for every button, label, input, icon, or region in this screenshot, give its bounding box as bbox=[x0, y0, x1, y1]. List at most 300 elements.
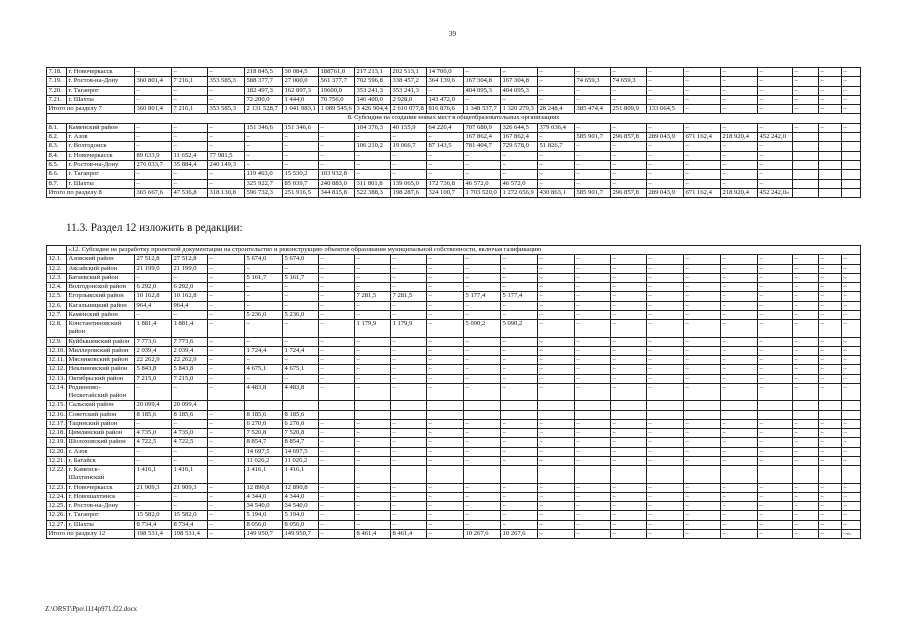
table-cell: – bbox=[647, 179, 684, 188]
table-cell bbox=[208, 401, 245, 410]
table-cell: – bbox=[538, 77, 575, 86]
table-cell: – bbox=[245, 283, 283, 292]
table-cell: 2 131 528,7 bbox=[245, 105, 283, 114]
table-cell: – bbox=[538, 301, 575, 310]
table-cell: – bbox=[208, 520, 245, 529]
row-number-cell: 12.6. bbox=[47, 301, 67, 310]
table-cell: – bbox=[842, 68, 861, 77]
table-cell: – bbox=[819, 529, 842, 538]
table-cell bbox=[647, 466, 684, 483]
table-cell: 51 826,7 bbox=[538, 142, 575, 151]
table-cell: 14 697,5 bbox=[283, 447, 319, 456]
table-cell: – bbox=[758, 365, 793, 374]
table-cell bbox=[842, 188, 861, 197]
table-cell: – bbox=[427, 447, 464, 456]
table-cell: – bbox=[647, 384, 684, 401]
table-cell: – bbox=[208, 374, 245, 383]
table-cell: 5 843,8 bbox=[172, 365, 208, 374]
row-number-cell: 12.22. bbox=[47, 466, 67, 483]
table-cell: – bbox=[464, 419, 501, 428]
table-cell: 311 801,8 bbox=[355, 179, 391, 188]
table-cell: 5 090,2 bbox=[464, 320, 501, 337]
table-cell: – bbox=[758, 292, 793, 301]
table-cell: – bbox=[684, 520, 721, 529]
table-cell: – bbox=[721, 320, 758, 337]
table-cell: – bbox=[721, 179, 758, 188]
table-cell: – bbox=[355, 301, 391, 310]
table-cell: – bbox=[355, 264, 391, 273]
table-cell: – bbox=[793, 320, 819, 337]
table-cell bbox=[793, 160, 819, 169]
table-cell: – bbox=[464, 264, 501, 273]
row-number-cell: 12.17. bbox=[48, 419, 65, 427]
table-cell bbox=[819, 466, 842, 483]
table-cell: – bbox=[283, 356, 319, 365]
table-cell: – bbox=[245, 356, 283, 365]
table-cell bbox=[842, 170, 861, 179]
table-cell: – bbox=[427, 502, 464, 511]
table-cell: 1 881,4 bbox=[135, 320, 172, 337]
table-cell: – bbox=[464, 346, 501, 355]
table-row bbox=[47, 346, 861, 355]
row-number-cell: 12.13. bbox=[48, 374, 65, 382]
table-cell: – bbox=[721, 77, 758, 86]
table-cell bbox=[611, 410, 647, 419]
table-cell: – bbox=[391, 429, 427, 438]
table-row bbox=[47, 311, 861, 320]
table-cell: – bbox=[464, 429, 501, 438]
table-cell: – bbox=[464, 170, 501, 179]
table-cell: – bbox=[464, 95, 501, 104]
table-cell: – bbox=[464, 438, 501, 447]
table-cell: – bbox=[391, 502, 427, 511]
row-number-cell: 12.1. bbox=[47, 255, 67, 264]
table-cell: – bbox=[391, 492, 427, 501]
table-cell: – bbox=[793, 520, 819, 529]
table-row bbox=[47, 320, 861, 337]
table-cell: – bbox=[391, 520, 427, 529]
table-cell: – bbox=[538, 419, 575, 428]
table-cell: – bbox=[842, 483, 861, 492]
table-cell: – bbox=[758, 170, 793, 179]
table-cell: – bbox=[575, 502, 611, 511]
table-cell: – bbox=[575, 429, 611, 438]
table-cell: – bbox=[501, 68, 538, 77]
table-cell: 198 287,6 bbox=[391, 188, 427, 197]
row-number-cell: 12.8. bbox=[47, 320, 67, 337]
table-cell: – bbox=[647, 86, 684, 95]
table-cell: 5 194,0 bbox=[245, 511, 283, 520]
table-cell: 1 724,4 bbox=[245, 346, 283, 355]
table-cell: 5 090,2 bbox=[501, 320, 538, 337]
table-cell: – bbox=[842, 255, 861, 264]
table-cell: – bbox=[647, 170, 684, 179]
table-cell: – bbox=[721, 447, 758, 456]
municipality-cell: г. Таганрог bbox=[67, 170, 135, 179]
table-cell: – bbox=[819, 86, 842, 95]
table-row bbox=[47, 142, 861, 151]
table-cell: – bbox=[684, 301, 721, 310]
table-cell: – bbox=[427, 457, 464, 466]
table-cell: 404 095,3 bbox=[501, 86, 538, 95]
table-cell: – bbox=[575, 511, 611, 520]
table-cell: 588 377,7 bbox=[245, 77, 283, 86]
table-cell: 149 950,7 bbox=[283, 529, 319, 538]
table-cell: – bbox=[647, 520, 684, 529]
table-cell: – bbox=[427, 520, 464, 529]
table-cell bbox=[47, 246, 67, 255]
total-label-cell: Итого по разделу 12 bbox=[47, 529, 135, 538]
table-cell: – bbox=[793, 264, 819, 273]
table-cell: 188761,0 bbox=[319, 68, 355, 77]
table-cell: – bbox=[464, 255, 501, 264]
row-number-cell: 12.4. bbox=[47, 283, 67, 292]
table-cell: – bbox=[819, 123, 842, 132]
row-number-cell: 8.5. bbox=[47, 160, 67, 169]
row-number-cell: 8.7. bbox=[47, 179, 67, 188]
table-cell: – bbox=[842, 105, 861, 114]
table-cell: 104 376,3 bbox=[355, 123, 391, 132]
table-row bbox=[47, 457, 861, 466]
table-cell: 30 084,5 bbox=[283, 68, 319, 77]
table-cell: – bbox=[611, 301, 647, 310]
table-cell: 7 215,0 bbox=[172, 374, 208, 383]
table-cell: – bbox=[208, 337, 245, 346]
table-cell: – bbox=[172, 179, 208, 188]
municipality-cell: г. Новочеркасск bbox=[67, 68, 135, 77]
municipality-cell: Куйбышевский район bbox=[67, 337, 135, 346]
table-cell: 702 596,8 bbox=[355, 77, 391, 86]
table-cell: 10 267,6 bbox=[501, 529, 538, 538]
table-cell: – bbox=[758, 520, 793, 529]
table-cell: – bbox=[611, 529, 647, 538]
table-cell: – bbox=[842, 520, 861, 529]
table-cell: – bbox=[172, 384, 208, 401]
table-cell bbox=[501, 410, 538, 419]
table-cell: 404 095,3 bbox=[464, 86, 501, 95]
table-cell: – bbox=[355, 384, 391, 401]
row-number-cell: 12.21. bbox=[48, 457, 65, 465]
municipality-cell: г. Ростов-на-Дону bbox=[67, 160, 135, 169]
table-cell bbox=[319, 466, 355, 483]
table-cell: – bbox=[208, 95, 245, 104]
table-cell: – bbox=[355, 133, 391, 142]
table-row bbox=[47, 114, 861, 123]
table-cell: – bbox=[283, 337, 319, 346]
table-cell: – bbox=[245, 264, 283, 273]
table-cell: – bbox=[721, 520, 758, 529]
table-cell: 70 756,0 bbox=[319, 95, 355, 104]
table-cell: – bbox=[684, 292, 721, 301]
row-number-cell: 8.2. bbox=[47, 133, 67, 142]
table-cell: – bbox=[842, 264, 861, 273]
table-cell: 324 100,7 bbox=[427, 188, 464, 197]
table-cell: 5 236,0 bbox=[245, 311, 283, 320]
municipality-cell: Цимлянский район bbox=[67, 429, 135, 438]
table-cell: 72 200,0 bbox=[245, 95, 283, 104]
table-cell: – bbox=[355, 311, 391, 320]
table-cell: 21 199,0 bbox=[135, 264, 172, 273]
table-cell: – bbox=[647, 273, 684, 282]
table-cell: – bbox=[684, 105, 721, 114]
table-cell: – bbox=[842, 365, 861, 374]
table-cell: 217 213,1 bbox=[355, 68, 391, 77]
table-cell: – bbox=[819, 429, 842, 438]
table-cell: – bbox=[647, 160, 684, 169]
table-cell bbox=[575, 401, 611, 410]
table-cell: – bbox=[647, 311, 684, 320]
table-cell: 707 680,9 bbox=[464, 123, 501, 132]
table-cell: – bbox=[819, 68, 842, 77]
table-cell bbox=[684, 466, 721, 483]
table-cell: – bbox=[647, 438, 684, 447]
table-cell: – bbox=[684, 457, 721, 466]
table-cell bbox=[283, 401, 319, 410]
table-cell: – bbox=[319, 520, 355, 529]
municipality-cell: Неклиновский район bbox=[67, 365, 135, 374]
table-cell: 1 089 545,6 bbox=[319, 105, 355, 114]
table-cell: – bbox=[538, 292, 575, 301]
table-cell: – bbox=[501, 283, 538, 292]
table-cell: – bbox=[283, 292, 319, 301]
table-cell: – bbox=[793, 77, 819, 86]
table-cell: – bbox=[647, 68, 684, 77]
table-cell: – bbox=[538, 95, 575, 104]
table-cell: – bbox=[319, 492, 355, 501]
table-cell bbox=[793, 179, 819, 188]
table-cell: 5 674,0 bbox=[283, 255, 319, 264]
table-cell: – bbox=[427, 273, 464, 282]
table-cell: – bbox=[611, 429, 647, 438]
table-cell: – bbox=[684, 337, 721, 346]
table-cell: – bbox=[842, 374, 861, 383]
table-cell: – bbox=[721, 68, 758, 77]
table-cell: – bbox=[575, 264, 611, 273]
table-cell: 14 700,0 bbox=[427, 68, 464, 77]
table-cell: – bbox=[575, 419, 611, 428]
table-cell: – bbox=[684, 151, 721, 160]
table-cell: 452 242,0» bbox=[758, 188, 793, 197]
table-cell: – bbox=[319, 264, 355, 273]
municipality-cell: г. Шахты bbox=[67, 95, 135, 104]
table-cell: – bbox=[538, 365, 575, 374]
table-cell: 240 149,3 bbox=[208, 160, 245, 169]
table-cell: – bbox=[208, 264, 245, 273]
table-cell: 360 801,4 bbox=[135, 105, 172, 114]
table-cell: – bbox=[819, 77, 842, 86]
table-cell: – bbox=[427, 356, 464, 365]
table-cell bbox=[647, 401, 684, 410]
table-cell: – bbox=[721, 529, 758, 538]
table-cell: – bbox=[793, 311, 819, 320]
table-cell: – bbox=[611, 160, 647, 169]
table-cell: 251 809,9 bbox=[611, 105, 647, 114]
table-row bbox=[47, 68, 861, 77]
table-cell: – bbox=[721, 356, 758, 365]
table-cell: – bbox=[684, 419, 721, 428]
table-cell: – bbox=[355, 283, 391, 292]
table-cell: – bbox=[245, 374, 283, 383]
table-cell: – bbox=[819, 419, 842, 428]
table-cell bbox=[684, 410, 721, 419]
table-row bbox=[47, 337, 861, 346]
table-cell bbox=[819, 188, 842, 197]
table-cell: – bbox=[501, 95, 538, 104]
table-cell: – bbox=[464, 311, 501, 320]
table-cell: – bbox=[501, 301, 538, 310]
table-cell: – bbox=[793, 457, 819, 466]
table-cell: – bbox=[319, 447, 355, 456]
table-cell: – bbox=[647, 123, 684, 132]
table-cell: – bbox=[721, 337, 758, 346]
table-cell: – bbox=[464, 502, 501, 511]
table-cell: – bbox=[391, 337, 427, 346]
table-cell bbox=[611, 466, 647, 483]
table-cell bbox=[819, 179, 842, 188]
table-cell: – bbox=[611, 255, 647, 264]
table-cell: 6 292,0 bbox=[135, 283, 172, 292]
budget-table-section-7-8 bbox=[46, 67, 861, 198]
table-cell: – bbox=[684, 283, 721, 292]
table-cell: 167 862,4 bbox=[501, 133, 538, 142]
table-cell: 1 179,9 bbox=[391, 320, 427, 337]
table-cell: – bbox=[501, 273, 538, 282]
table-cell: – bbox=[793, 511, 819, 520]
table-cell: – bbox=[721, 438, 758, 447]
table-cell: 151 346,6 bbox=[245, 123, 283, 132]
table-cell: – bbox=[819, 95, 842, 104]
table-cell: – bbox=[721, 123, 758, 132]
table-cell bbox=[575, 410, 611, 419]
table-cell: – bbox=[319, 273, 355, 282]
table-cell: – bbox=[464, 283, 501, 292]
table-cell: 6 270,0 bbox=[245, 419, 283, 428]
table-cell: – bbox=[793, 255, 819, 264]
table-cell: – bbox=[611, 483, 647, 492]
table-cell: – bbox=[355, 374, 391, 383]
table-cell: – bbox=[684, 365, 721, 374]
table-cell: – bbox=[538, 502, 575, 511]
table-cell: – bbox=[842, 429, 861, 438]
table-cell: – bbox=[611, 511, 647, 520]
table-cell: – bbox=[842, 492, 861, 501]
table-cell: – bbox=[611, 86, 647, 95]
table-cell: – bbox=[842, 273, 861, 282]
table-cell: 34 540,0 bbox=[283, 502, 319, 511]
table-cell: – bbox=[208, 86, 245, 95]
table-cell: – bbox=[842, 283, 861, 292]
table-cell: – bbox=[819, 457, 842, 466]
table-cell: 34 540,0 bbox=[245, 502, 283, 511]
table-cell: – bbox=[208, 447, 245, 456]
table-cell: – bbox=[721, 346, 758, 355]
row-number-cell: 12.26. bbox=[48, 511, 65, 519]
table-cell: – bbox=[172, 273, 208, 282]
table-cell: – bbox=[819, 384, 842, 401]
table-cell bbox=[819, 151, 842, 160]
table-cell: – bbox=[501, 255, 538, 264]
table-cell: 385 474,4 bbox=[575, 105, 611, 114]
table-cell: – bbox=[575, 273, 611, 282]
row-number-cell: 12.9. bbox=[47, 337, 67, 346]
table-cell: 198 531,4 bbox=[172, 529, 208, 538]
table-cell: – bbox=[391, 346, 427, 355]
table-cell bbox=[427, 466, 464, 483]
table-cell: 21 199,0 bbox=[172, 264, 208, 273]
table-cell: – bbox=[758, 160, 793, 169]
table-row bbox=[47, 447, 861, 456]
municipality-cell: Сальский район bbox=[67, 401, 135, 410]
table-cell: – bbox=[319, 483, 355, 492]
table-cell: – bbox=[427, 365, 464, 374]
table-cell: 365 667,6 bbox=[135, 188, 172, 197]
table-cell: 964,4 bbox=[172, 301, 208, 310]
table-cell: – bbox=[684, 346, 721, 355]
table-cell: – bbox=[842, 320, 861, 337]
table-cell: – bbox=[501, 346, 538, 355]
table-cell: – bbox=[208, 356, 245, 365]
table-cell: – bbox=[684, 529, 721, 538]
table-cell: – bbox=[758, 123, 793, 132]
table-cell: – bbox=[758, 483, 793, 492]
table-cell: – bbox=[319, 283, 355, 292]
table-cell: – bbox=[819, 483, 842, 492]
table-cell: – bbox=[758, 320, 793, 337]
table-cell: – bbox=[355, 511, 391, 520]
table-cell: 12 890,8 bbox=[245, 483, 283, 492]
table-cell: – bbox=[721, 419, 758, 428]
table-cell: – bbox=[721, 105, 758, 114]
table-cell: – bbox=[575, 438, 611, 447]
municipality-cell: Родионово-Несветайский район bbox=[67, 384, 135, 401]
table-cell: – bbox=[575, 457, 611, 466]
table-cell: – bbox=[611, 142, 647, 151]
table-cell: 4 722,5 bbox=[172, 438, 208, 447]
table-cell bbox=[208, 466, 245, 483]
table-cell: – bbox=[355, 365, 391, 374]
table-cell: – bbox=[842, 511, 861, 520]
table-cell: – bbox=[758, 502, 793, 511]
table-row bbox=[47, 492, 861, 501]
table-cell: 218 845,5 bbox=[245, 68, 283, 77]
table-cell: 1 416,1 bbox=[172, 466, 208, 483]
table-cell: – bbox=[355, 457, 391, 466]
table-row bbox=[47, 264, 861, 273]
table-row bbox=[47, 401, 861, 410]
table-cell: – bbox=[538, 68, 575, 77]
municipality-cell: г. Ростов-на-Дону bbox=[67, 77, 135, 86]
table-cell: 5 194,0 bbox=[283, 511, 319, 520]
table-cell: – bbox=[538, 384, 575, 401]
table-cell: – bbox=[538, 337, 575, 346]
table-row bbox=[47, 374, 861, 383]
table-cell: – bbox=[575, 255, 611, 264]
table-cell: – bbox=[842, 95, 861, 104]
table-cell: 561 377,7 bbox=[319, 77, 355, 86]
table-cell: – bbox=[611, 457, 647, 466]
table-cell: 202 513,1 bbox=[391, 68, 427, 77]
table-cell: – bbox=[575, 447, 611, 456]
table-cell: 585 901,7 bbox=[575, 188, 611, 197]
table-cell: 1 416,1 bbox=[245, 466, 283, 483]
municipality-cell: г. Волгодонск bbox=[67, 142, 135, 151]
table-cell: – bbox=[758, 77, 793, 86]
table-cell bbox=[842, 466, 861, 483]
table-cell: 781 404,7 bbox=[464, 142, 501, 151]
table-cell: – bbox=[135, 447, 172, 456]
table-cell: – bbox=[842, 346, 861, 355]
table-cell: – bbox=[647, 283, 684, 292]
